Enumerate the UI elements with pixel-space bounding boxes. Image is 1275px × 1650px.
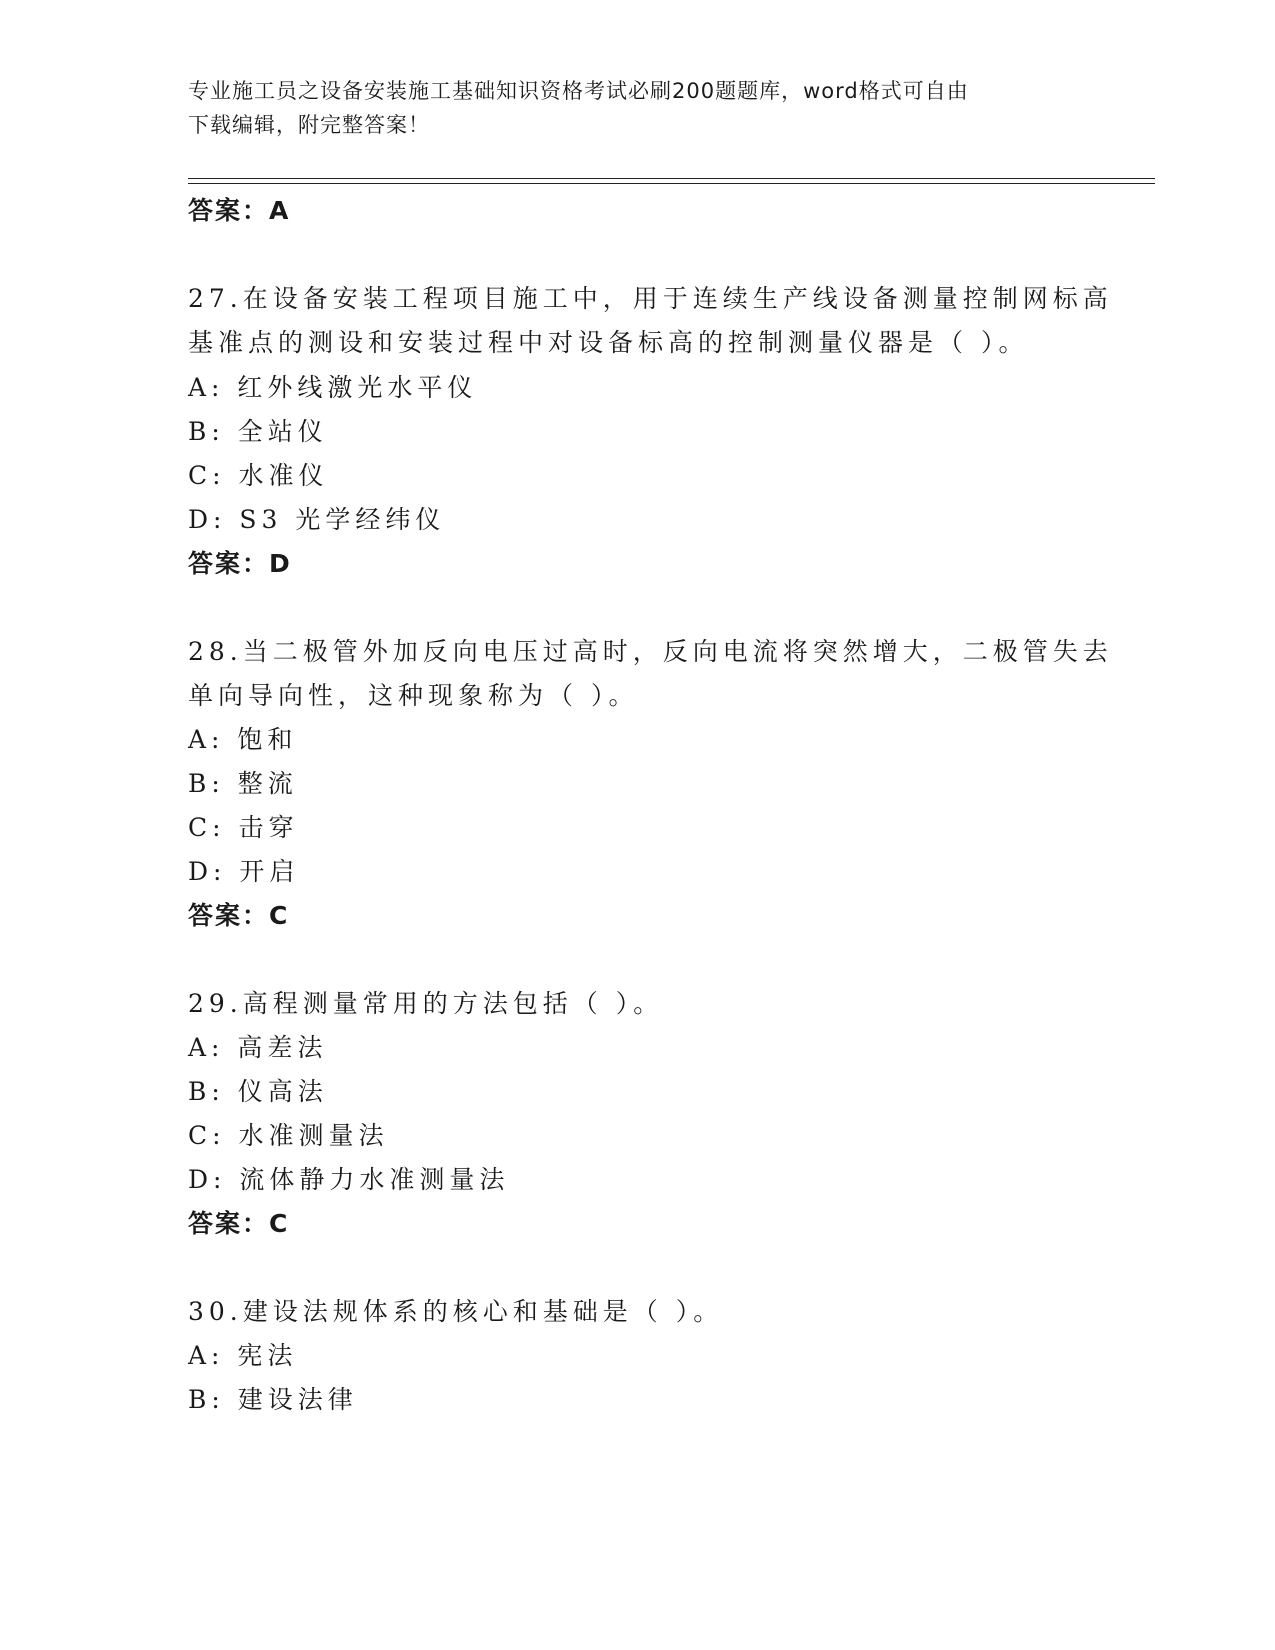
question-30-stem-line-1: 30.建设法规体系的核心和基础是（ ）。 xyxy=(188,1297,724,1326)
question-27-option-b: B: 全站仪 xyxy=(188,417,328,446)
question-28-stem-line-1: 28.当二极管外加反向电压过高时，反向电流将突然增大，二极管失去 xyxy=(188,637,1113,666)
question-29-stem-line-1: 29.高程测量常用的方法包括（ ）。 xyxy=(188,989,664,1018)
question-30-option-a: A: 宪法 xyxy=(188,1341,298,1370)
question-28-stem-line-2: 单向导向性，这种现象称为（ ）。 xyxy=(188,681,639,710)
header-rule-bottom xyxy=(188,183,1155,184)
question-27-option-d: D: S3 光学经纬仪 xyxy=(188,505,446,534)
question-27-option-c: C: 水准仪 xyxy=(188,461,329,490)
question-28-option-c: C: 击穿 xyxy=(188,813,299,842)
question-27-stem-line-2: 基准点的测设和安装过程中对设备标高的控制测量仪器是（ ）。 xyxy=(188,328,1029,357)
question-28-answer: 答案：C xyxy=(188,901,290,930)
question-29-option-b: B: 仪高法 xyxy=(188,1077,328,1106)
question-28-option-b: B: 整流 xyxy=(188,769,298,798)
question-28-option-a: A: 饱和 xyxy=(188,725,298,754)
question-28-option-d: D: 开启 xyxy=(188,857,300,886)
question-29-answer: 答案：C xyxy=(188,1209,290,1238)
header-rule-top xyxy=(188,178,1155,179)
question-29-option-c: C: 水准测量法 xyxy=(188,1121,389,1150)
question-27-answer: 答案：D xyxy=(188,549,292,578)
answer-previous: 答案：A xyxy=(188,196,291,225)
document-header xyxy=(188,74,1078,142)
question-29-option-d: D: 流体静力水准测量法 xyxy=(188,1165,510,1194)
question-27-stem-line-1: 27.在设备安装工程项目施工中，用于连续生产线设备测量控制网标高 xyxy=(188,284,1113,313)
question-30-option-b: B: 建设法律 xyxy=(188,1385,358,1414)
question-27-option-a: A: 红外线激光水平仪 xyxy=(188,373,478,402)
header-line-2: 下载编辑，附完整答案！ xyxy=(188,113,430,137)
header-line-1: 专业施工员之设备安装施工基础知识资格考试必刷200题题库，word格式可自由 xyxy=(188,79,969,103)
question-29-option-a: A: 高差法 xyxy=(188,1033,328,1062)
